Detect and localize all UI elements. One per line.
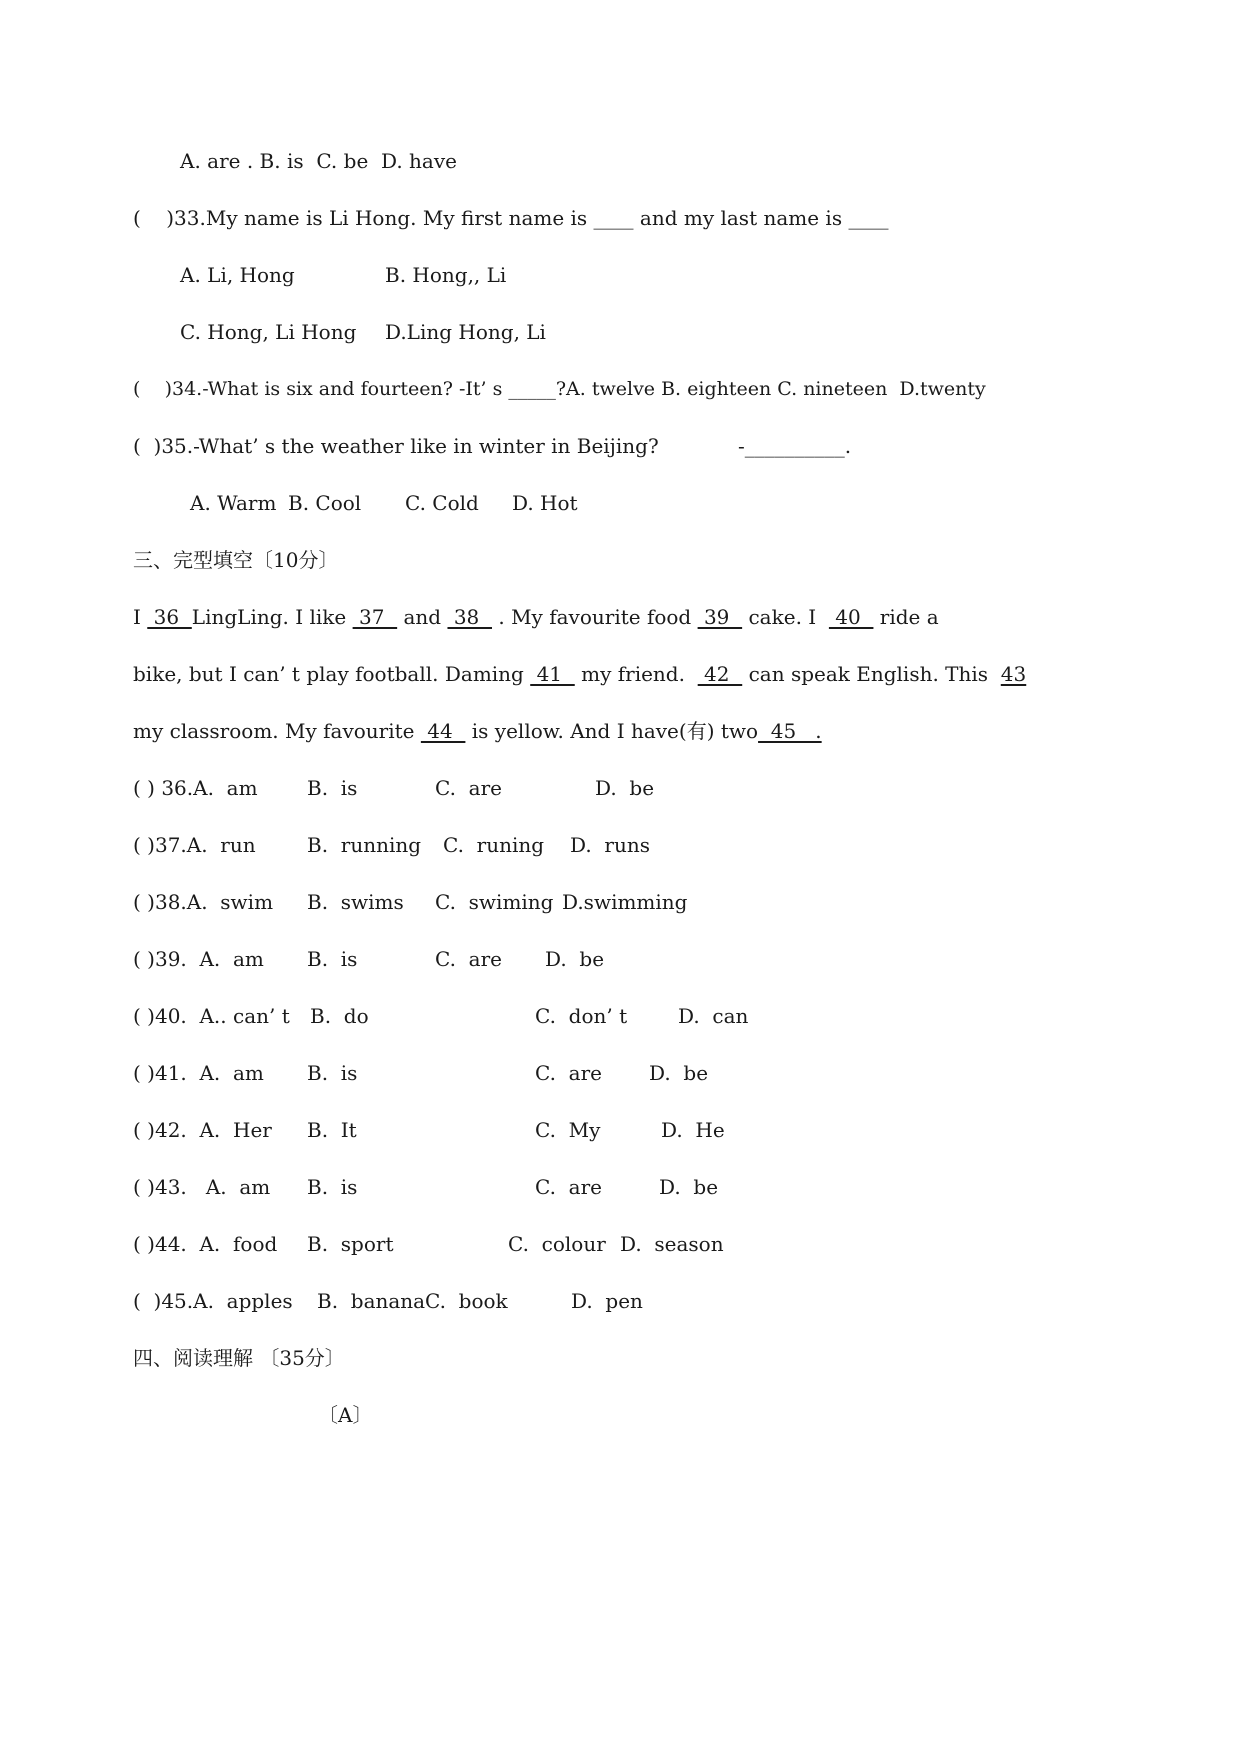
passage-text: my friend. [574,662,698,686]
q35-stem: ( )35.-What’ s the weather like in winter in Beijing? [133,434,659,458]
option-d: D. season [620,1232,724,1256]
passage-text: ride a [873,605,939,629]
passage-text: I [133,605,148,629]
section4-subheading: 〔A〕 [318,1403,373,1427]
option-d: D. be [659,1175,719,1199]
option-b: B. running [307,833,422,857]
option-c: C. colour [508,1232,606,1256]
option-b: B. is [307,1061,358,1085]
q35-option-a: A. Warm [190,491,277,515]
cloze-blank: 45 . [758,719,822,743]
cloze-blank: 40 [828,605,874,629]
option-b: B. It [307,1118,357,1142]
option-c: C. book [425,1289,508,1313]
section4-heading: 四、阅读理解 〔35分〕 [133,1346,345,1370]
q33-option-b: B. Hong,, Li [385,263,507,287]
option-c: C. are [535,1175,602,1199]
passage-line-2 [133,662,1026,686]
passage-text: my classroom. My favourite [133,719,421,743]
option-d: D. pen [571,1289,643,1313]
option-d: D. runs [570,833,650,857]
option-b: B. banana [317,1289,426,1313]
cloze-blank: 37 [352,605,398,629]
cloze-blank: 42 [697,662,743,686]
q35-answer-blank: -__________. [738,434,852,458]
passage-text: . My favourite food [492,605,698,629]
option-c: C. runing [443,833,545,857]
question-number-a: ( )44. A. food [133,1232,278,1256]
q33-option-d: D.Ling Hong, Li [385,320,546,344]
passage-text: bike, but I can’ t play football. Daming [133,662,531,686]
option-b: B. swims [307,890,404,914]
option-c: C. My [535,1118,601,1142]
option-b: B. do [310,1004,369,1028]
question-number-a: ( )39. A. am [133,947,264,971]
passage-line-1 [133,605,939,629]
question-number-a: ( )37.A. run [133,833,256,857]
passage-text: cake. I [742,605,829,629]
cloze-blank: 41 [530,662,575,686]
question-number-a: ( )43. A. am [133,1175,271,1199]
passage-text: is yellow. And I have(有) two [465,719,759,743]
option-d: D.swimming [562,890,688,914]
question-number-a: ( ) 36.A. am [133,776,258,800]
section3-heading: 三、完型填空〔10分〕 [133,548,339,572]
option-d: D. be [595,776,655,800]
question-number-a: ( )41. A. am [133,1061,264,1085]
q32-options: A. are . B. is C. be D. have [180,149,457,173]
option-d: D. be [649,1061,709,1085]
question-number-a: ( )45.A. apples [133,1289,293,1313]
option-b: B. is [307,776,358,800]
passage-text: can speak English. This [742,662,1001,686]
option-d: D. can [678,1004,749,1028]
option-b: B. is [307,947,358,971]
cloze-blank: 38 [447,605,492,629]
option-b: B. sport [307,1232,394,1256]
question-number-a: ( )40. A.. can’ t [133,1004,290,1028]
option-d: D. He [661,1118,725,1142]
q35-option-d: D. Hot [512,491,578,515]
cloze-blank: 43 [1000,662,1027,686]
q33-option-c: C. Hong, Li Hong [180,320,357,344]
q34-line: ( )34.-What is six and fourteen? -It’ s _____?A. twelve B. eighteen C. nineteen D.twenty [133,378,986,400]
q33-option-a: A. Li, Hong [180,263,295,287]
cloze-blank: 36 [147,605,192,629]
cloze-blank: 44 [420,719,466,743]
passage-text: and [397,605,448,629]
option-c: C. swiming [435,890,554,914]
question-number-a: ( )38.A. swim [133,890,274,914]
option-b: B. is [307,1175,358,1199]
q35-option-c: C. Cold [405,491,479,515]
option-d: D. be [545,947,605,971]
q33-stem: ( )33.My name is Li Hong. My first name is ____ and my last name is ____ [133,206,889,230]
option-c: C. are [535,1061,602,1085]
q35-option-b: B. Cool [288,491,362,515]
option-c: C. are [435,776,502,800]
option-c: C. are [435,947,502,971]
passage-text: LingLing. I like [191,605,353,629]
question-number-a: ( )42. A. Her [133,1118,272,1142]
option-c: C. don’ t [535,1004,628,1028]
passage-line-3 [133,719,822,743]
cloze-blank: 39 [697,605,743,629]
